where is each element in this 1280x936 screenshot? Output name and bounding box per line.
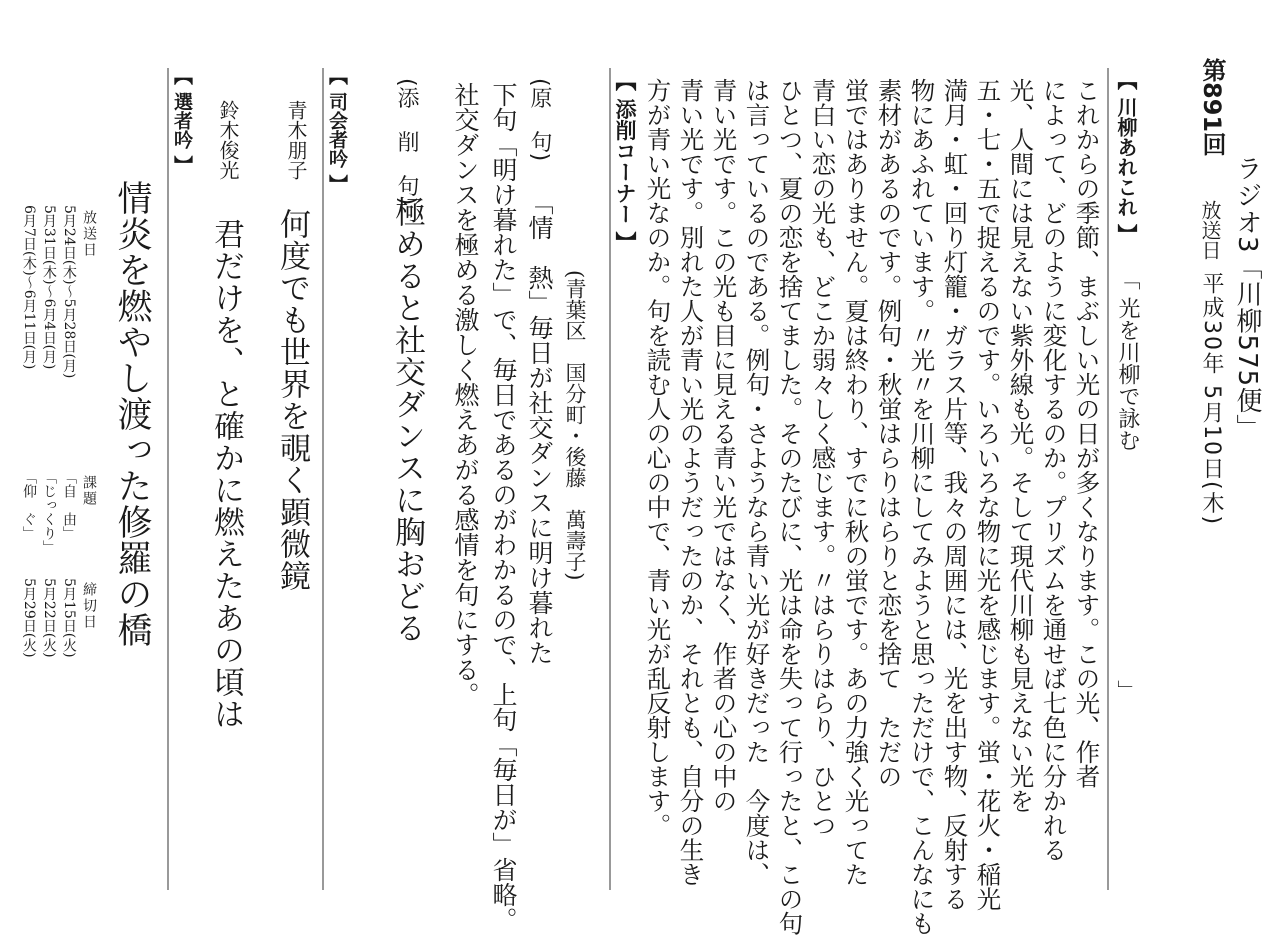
schedule-theme: 「じっくり」 xyxy=(41,470,57,554)
arekore-line: 物にあふれています。〃光〃を川柳にしてみようと思っただけで、こんなにも xyxy=(907,78,937,936)
schedule-deadline-header: 締切日 xyxy=(81,582,97,630)
schedule-deadline: 5月22日(火) xyxy=(41,578,57,658)
revised-verse-label: (添 削 句) xyxy=(394,78,419,206)
arekore-line: 満月・虹・回り灯籠・ガラス片等、我々の周囲には、光を出す物、反射する xyxy=(940,78,970,911)
schedule-theme-header: 課題 xyxy=(81,475,97,507)
episode-number: 第891回 xyxy=(1198,58,1226,157)
broadcast-date: 平成30年 5月10日(木) xyxy=(1199,272,1224,527)
arekore-line: 素材があるのです。例句・秋蛍はらりはらりと恋を捨て ただの xyxy=(874,78,904,789)
schedule-period: 6月7日(木)～6月11日(月) xyxy=(21,205,37,370)
original-verse: 「情 熱」毎日が社交ダンスに明け暮れた xyxy=(525,190,554,665)
host-name: 鈴木俊光 xyxy=(216,100,240,180)
tensaku-heading: 【 添削コーナー 】 xyxy=(613,70,637,253)
schedule-theme: 「自 由」 xyxy=(61,470,77,540)
arekore-line: 光、人間には見えない紫外線も光。そして現代川柳も見えない光を xyxy=(1006,78,1036,813)
tensaku-comment: 下句「明け暮れた」で、毎日であるのがわかるので、上句「毎日が」省略。 xyxy=(489,82,518,932)
arekore-line: 青白い恋の光も、どこか弱々しく感じます。〃はらりはらり、ひとつ xyxy=(808,78,838,838)
selector-verse: 情炎を燃やし渡った修羅の橋 xyxy=(112,180,152,648)
arekore-line: によって、どのように変化するのか。プリズムを通せば七色に分かれる xyxy=(1039,78,1069,862)
arekore-line: 蛍ではありません。夏は終わり、すでに秋の蛍です。あの力強く光ってた xyxy=(841,78,871,887)
arekore-line: 方が青い光なのか。句を読む人の心の中で、青い光が乱反射します。 xyxy=(643,78,673,838)
shikai-heading: 【 司会者吟 】 xyxy=(326,66,348,194)
schedule-period: 5月24日(木)～5月28日(月) xyxy=(61,205,77,379)
schedule-broadcast-header: 放送日 xyxy=(81,210,97,258)
host-name: 青木朋子 xyxy=(284,100,308,180)
arekore-line: 青い光です。別れた人が青い光のようだったのか、それとも、自分の生き xyxy=(676,78,706,887)
arekore-line: ひとつ、夏の恋を捨てました。そのたびに、光は命を失って行ったと、この句 xyxy=(775,78,805,936)
arekore-heading: 【 川柳あれこれ 】 xyxy=(1114,70,1138,244)
schedule-period: 5月31日(木)～6月4日(月) xyxy=(41,205,57,370)
arekore-subtitle: 「 光を川柳で詠む xyxy=(1115,268,1140,451)
host-verse: 何度でも世界を覗く顕微鏡 xyxy=(274,208,310,592)
arekore-line: 五・七・五で捉えるのです。いろいろな物に光を感じます。蛍・花火・稲光 xyxy=(973,78,1003,911)
senja-heading: 【 選者吟 】 xyxy=(171,66,193,175)
arekore-closing-bracket: 」 xyxy=(1114,680,1138,700)
arekore-line: 青い光です。この光も目に見える青い光ではなく、作者の心の中の xyxy=(709,78,739,813)
tensaku-comment: 社交ダンスを極める激しく燃えあがる感情を句にする。 xyxy=(451,82,480,707)
verse-author: (青葉区 国分町・後藤 萬壽子) xyxy=(563,270,587,581)
schedule-deadline: 5月15日(火) xyxy=(61,578,77,658)
schedule-deadline: 5月29日(火) xyxy=(21,578,37,658)
arekore-line: これからの季節、まぶしい光の日が多くなります。この光、作者 xyxy=(1072,78,1102,789)
schedule-theme: 「仰 ぐ」 xyxy=(21,470,37,540)
page-title: ラジオ3「川柳575便」 xyxy=(1232,155,1262,442)
arekore-line: は言っているのである。例句・さようなら青い光が好きだった 今度は、 xyxy=(742,78,772,887)
revised-verse: 極めると社交ダンスに胸おどる xyxy=(389,196,425,644)
broadcast-label: 放送日 xyxy=(1198,200,1222,260)
host-verse: 君だけを、と確かに燃えたあの頃は xyxy=(208,218,244,730)
original-verse-label: (原 句) xyxy=(527,78,552,162)
